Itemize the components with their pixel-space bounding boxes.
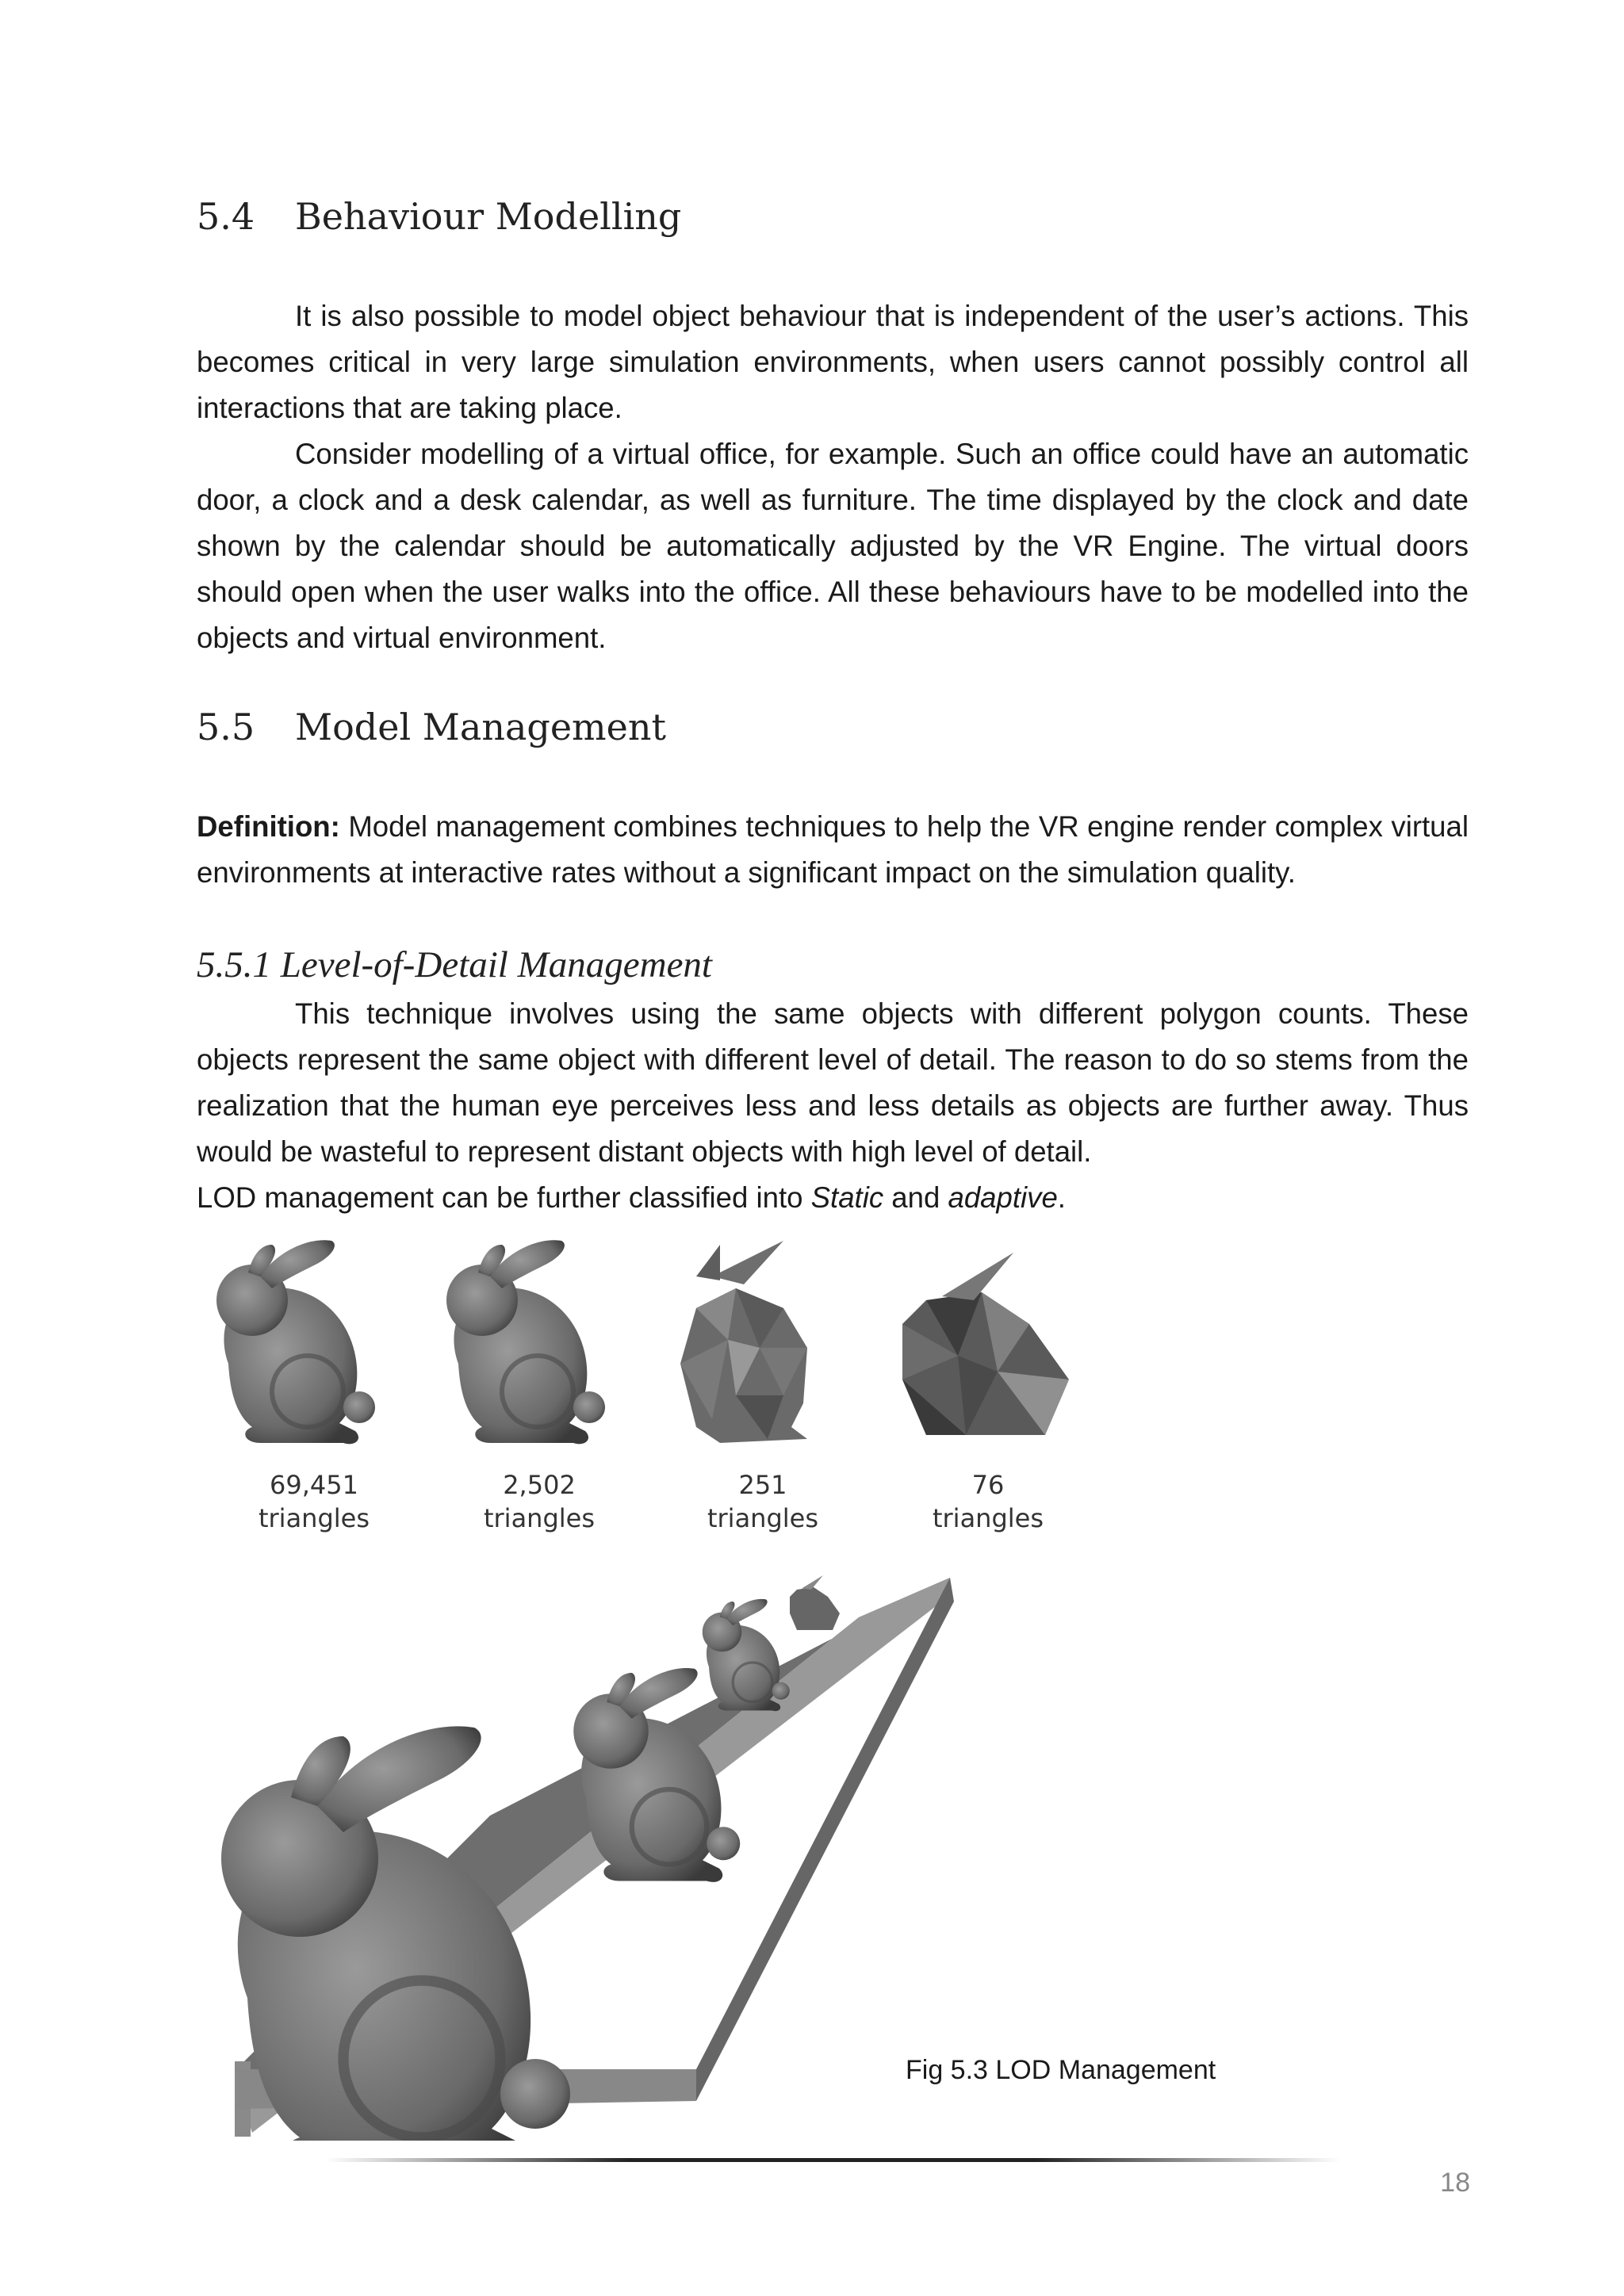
definition-text: Model management combines techniques to help the VR engine render complex virtual environments at interactive rates without a significant impact on the simulation quality. — [197, 810, 1469, 889]
bunny-lod-illustration — [205, 1229, 1156, 2141]
definition-label: Definition: — [197, 810, 340, 843]
footer-rule — [325, 2158, 1340, 2162]
section-5-4-heading — [197, 195, 681, 238]
paragraph-lod: This technique involves using the same objects with different polygon counts. These objects represent the same object with different level of detail. The reason to do so stems from the realization that the human eye perceives less and less details as objects are further away. Thus would be wasteful to represent distant objects with high level of detail. — [197, 997, 1469, 1168]
triangle-count-76: 76 triangles — [932, 1470, 1044, 1533]
triangle-count-2502: 2,502 triangles — [483, 1470, 596, 1533]
definition-paragraph — [197, 804, 1469, 896]
section-5-5-heading — [197, 706, 666, 748]
section-title: Behaviour Modelling — [295, 195, 682, 238]
term-adaptive: adaptive — [948, 1181, 1058, 1214]
triangle-count-69451: 69,451 triangles — [258, 1470, 370, 1533]
term-static: Static — [810, 1181, 884, 1214]
figure-caption: Fig 5.3 LOD Management — [906, 2055, 1216, 2085]
subsection-5-5-1-heading: 5.5.1 Level-of-Detail Management — [197, 944, 712, 985]
lod-classification-line: LOD management can be further classified into Static and adaptive. — [197, 1181, 1066, 1214]
triangle-count-251: 251 triangles — [707, 1470, 819, 1533]
section-number: 5.4 — [197, 195, 255, 238]
lod-figure — [205, 1229, 1156, 2141]
page-number: 18 — [1440, 2168, 1470, 2198]
section-title: Model Management — [295, 706, 666, 748]
paragraph-behaviour-1: It is also possible to model object behaviour that is independent of the user’s actions. This becomes critical in very large simulation environments, when users cannot possibly control all interactions that are taking place. — [197, 300, 1469, 424]
section-number: 5.5 — [197, 706, 255, 748]
paragraph-behaviour-2: Consider modelling of a virtual office, for example. Such an office could have an automatic door, a clock and a desk calendar, as well as furniture. The time displayed by the clock and date shown by the calendar should be automatically adjusted by the VR Engine. The virtual doors should open when the user walks into the office. All these behaviours have to be modelled into the objects and virtual environment. — [197, 438, 1469, 654]
